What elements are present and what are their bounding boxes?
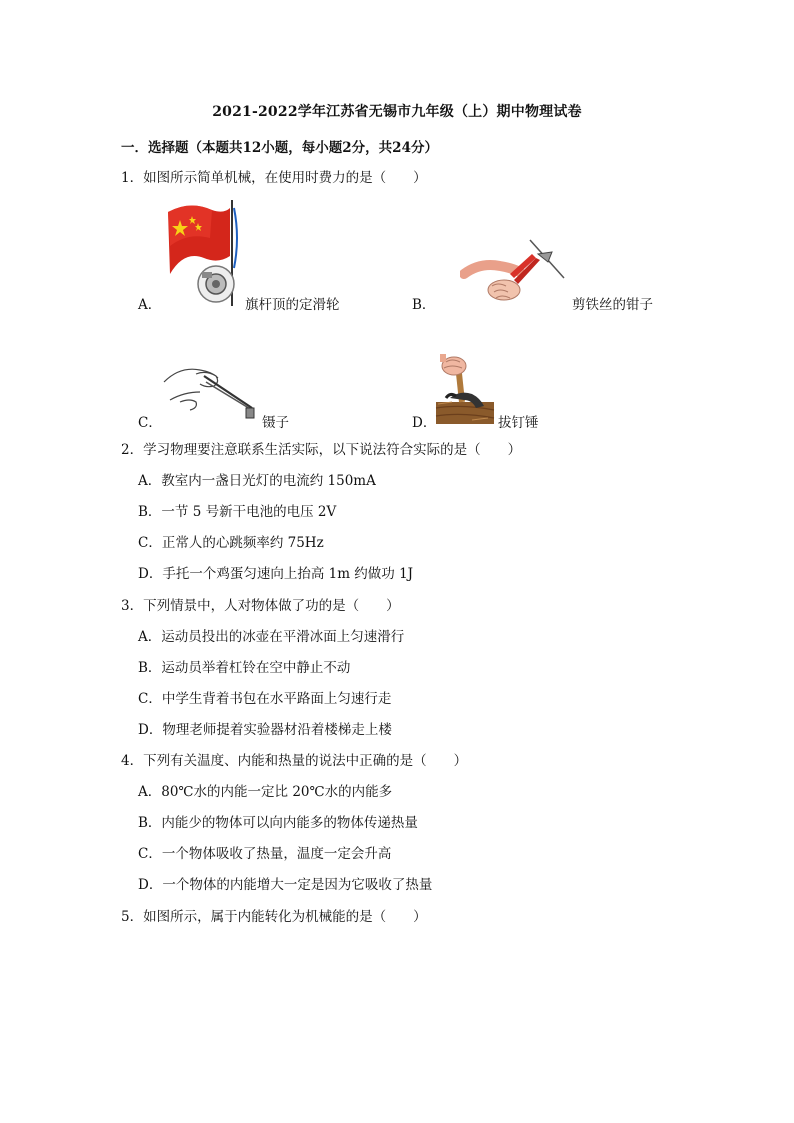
question-2-option-c[interactable]: C．正常人的心跳频率约 75Hz xyxy=(138,535,324,551)
question-3-option-c[interactable]: C．中学生背着书包在水平路面上匀速行走 xyxy=(138,691,392,707)
question-4-option-b[interactable]: B．内能少的物体可以向内能多的物体传递热量 xyxy=(138,815,418,831)
option-a-caption: 旗杆顶的定滑轮 xyxy=(245,297,340,313)
flagpole-pulley-image xyxy=(160,198,242,308)
question-3-option-b[interactable]: B．运动员举着杠铃在空中静止不动 xyxy=(138,660,351,676)
question-5-stem: 5．如图所示，属于内能转化为机械能的是（ ） xyxy=(121,909,427,925)
option-b-letter[interactable]: B． xyxy=(412,297,436,313)
question-3-option-a[interactable]: A．运动员投出的冰壶在平滑冰面上匀速滑行 xyxy=(138,629,405,645)
option-c-letter[interactable]: C． xyxy=(138,415,162,431)
question-4-option-d[interactable]: D．一个物体的内能增大一定是因为它吸收了热量 xyxy=(138,877,433,893)
question-2-option-d[interactable]: D．手托一个鸡蛋匀速向上抬高 1m 约做功 1J xyxy=(138,566,414,582)
option-c-caption: 镊子 xyxy=(262,415,289,431)
question-2-option-b[interactable]: B．一节 5 号新干电池的电压 2V xyxy=(138,504,337,520)
question-3-option-d[interactable]: D．物理老师提着实验器材沿着楼梯走上楼 xyxy=(138,722,392,738)
claw-hammer-image xyxy=(432,350,498,426)
question-4-option-c[interactable]: C．一个物体吸收了热量，温度一定会升高 xyxy=(138,846,392,862)
option-d-letter[interactable]: D． xyxy=(412,415,437,431)
option-a-letter[interactable]: A． xyxy=(138,297,162,313)
question-2-stem: 2．学习物理要注意联系生活实际，以下说法符合实际的是（ ） xyxy=(121,442,522,458)
question-1-stem: 1．如图所示简单机械，在使用时费力的是（ ） xyxy=(121,170,427,186)
pliers-cutting-wire-image xyxy=(460,232,570,310)
section-heading: 一．选择题（本题共12小题，每小题2分，共24分） xyxy=(121,140,438,156)
page-title: 2021-2022学年江苏省无锡市九年级（上）期中物理试卷 xyxy=(212,104,582,120)
option-d-caption: 拔钉锤 xyxy=(498,415,539,431)
question-3-stem: 3．下列情景中，人对物体做了功的是（ ） xyxy=(121,598,400,614)
tweezers-image xyxy=(160,352,264,424)
question-4-option-a[interactable]: A．80℃水的内能一定比 20℃水的内能多 xyxy=(138,784,393,800)
question-2-option-a[interactable]: A．教室内一盏日光灯的电流约 150mA xyxy=(138,473,376,489)
question-4-stem: 4．下列有关温度、内能和热量的说法中正确的是（ ） xyxy=(121,753,468,769)
option-b-caption: 剪铁丝的钳子 xyxy=(572,297,653,313)
